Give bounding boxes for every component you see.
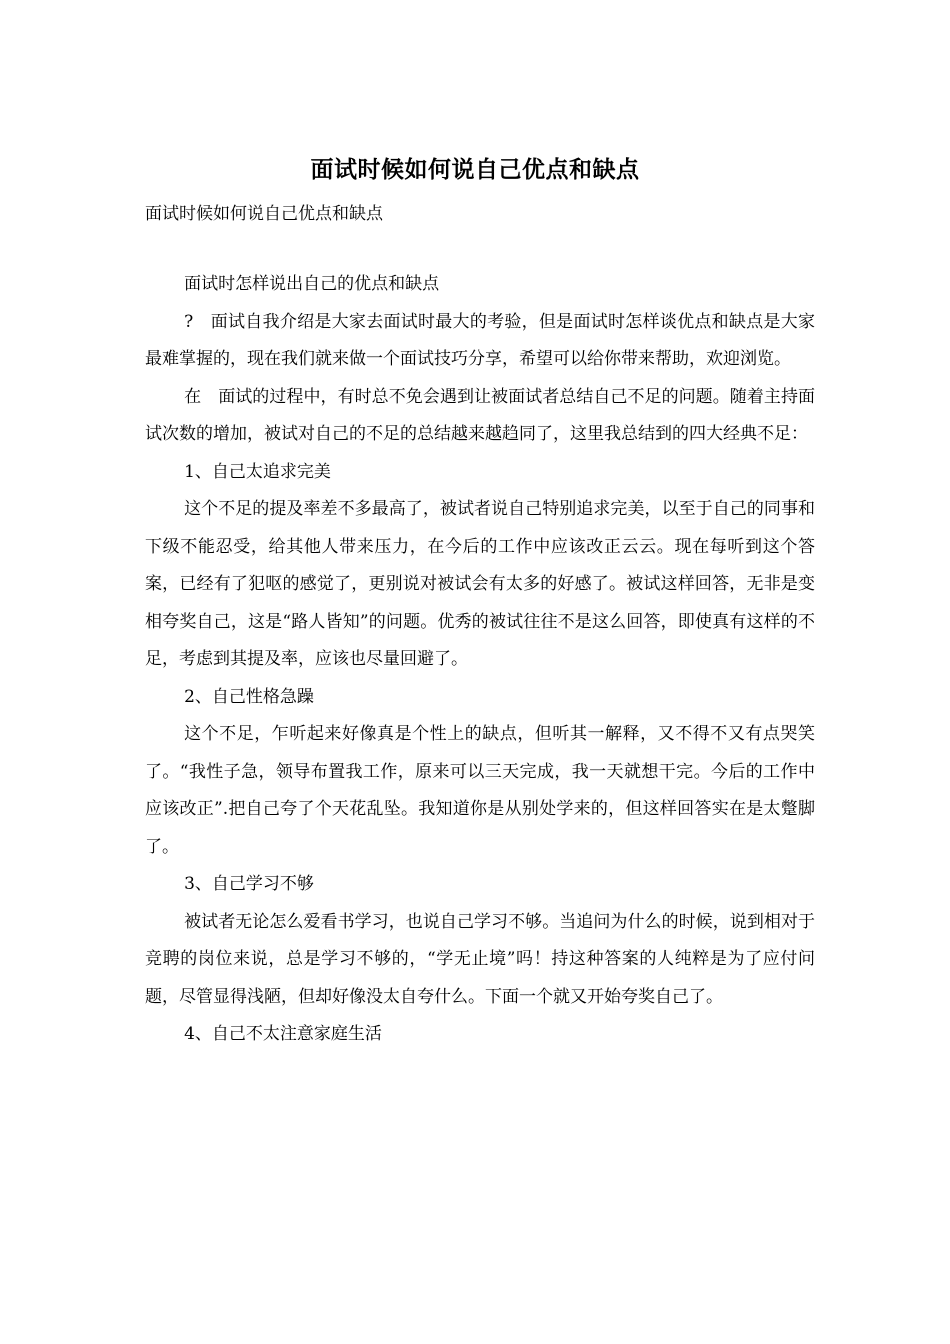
item-paragraph-2: 这个不足，乍听起来好像真是个性上的缺点，但听其一解释，又不得不又有点哭笑了。“我性子急，领导布置我工作，原来可以三天完成，我一天就想干完。今后的工作中应该改正”.把自己夸了个天花乱坠。我知道你是从别处学来的，但这样回答实在是太蹩脚了。 — [145, 724, 815, 857]
page-title: 面试时候如何说自己优点和缺点 — [310, 156, 640, 183]
item-heading-2: 2、自己性格急躁 — [184, 686, 314, 707]
document-body — [145, 266, 815, 1054]
context-paragraph: 在 面试的过程中，有时总不免会遇到让被面试者总结自己不足的问题。随着主持面试次数的增加，被试对自己的不足的总结越来越趋同了，这里我总结到的四大经典不足： — [145, 386, 815, 444]
intro-paragraph: ? 面试自我介绍是大家去面试时最大的考验，但是面试时怎样谈优点和缺点是大家最难掌握的，现在我们就来做一个面试技巧分享，希望可以给你带来帮助，欢迎浏览。 — [145, 311, 815, 369]
item-heading-1: 1、自己太追求完美 — [184, 461, 331, 482]
item-heading-4: 4、自己不太注意家庭生活 — [184, 1024, 382, 1044]
page-subtitle: 面试时候如何说自己优点和缺点 — [145, 204, 383, 224]
section-heading: 面试时怎样说出自己的优点和缺点 — [184, 274, 440, 294]
item-paragraph-3: 被试者无论怎么爱看书学习，也说自己学习不够。当追问为什么的时候，说到相对于竞聘的岗位来说，总是学习不够的，“学无止境”吗！持这种答案的人纯粹是为了应付问题，尽管显得浅陋，但却好像没太自夸什么。下面一个就又开始夸奖自己了。 — [145, 911, 815, 1007]
item-heading-3: 3、自己学习不够 — [184, 874, 314, 894]
item-paragraph-1: 这个不足的提及率差不多最高了，被试者说自己特别追求完美，以至于自己的同事和下级不能忍受，给其他人带来压力，在今后的工作中应该改正云云。现在每听到这个答案，已经有了犯呕的感觉了，更别说对被试会有太多的好感了。被试这样回答，无非是变相夸奖自己，这是“路人皆知”的问题。优秀的被试往往不是这么回答，即使真有这样的不足，考虑到其提及率，应该也尽量回避了。 — [145, 499, 815, 669]
